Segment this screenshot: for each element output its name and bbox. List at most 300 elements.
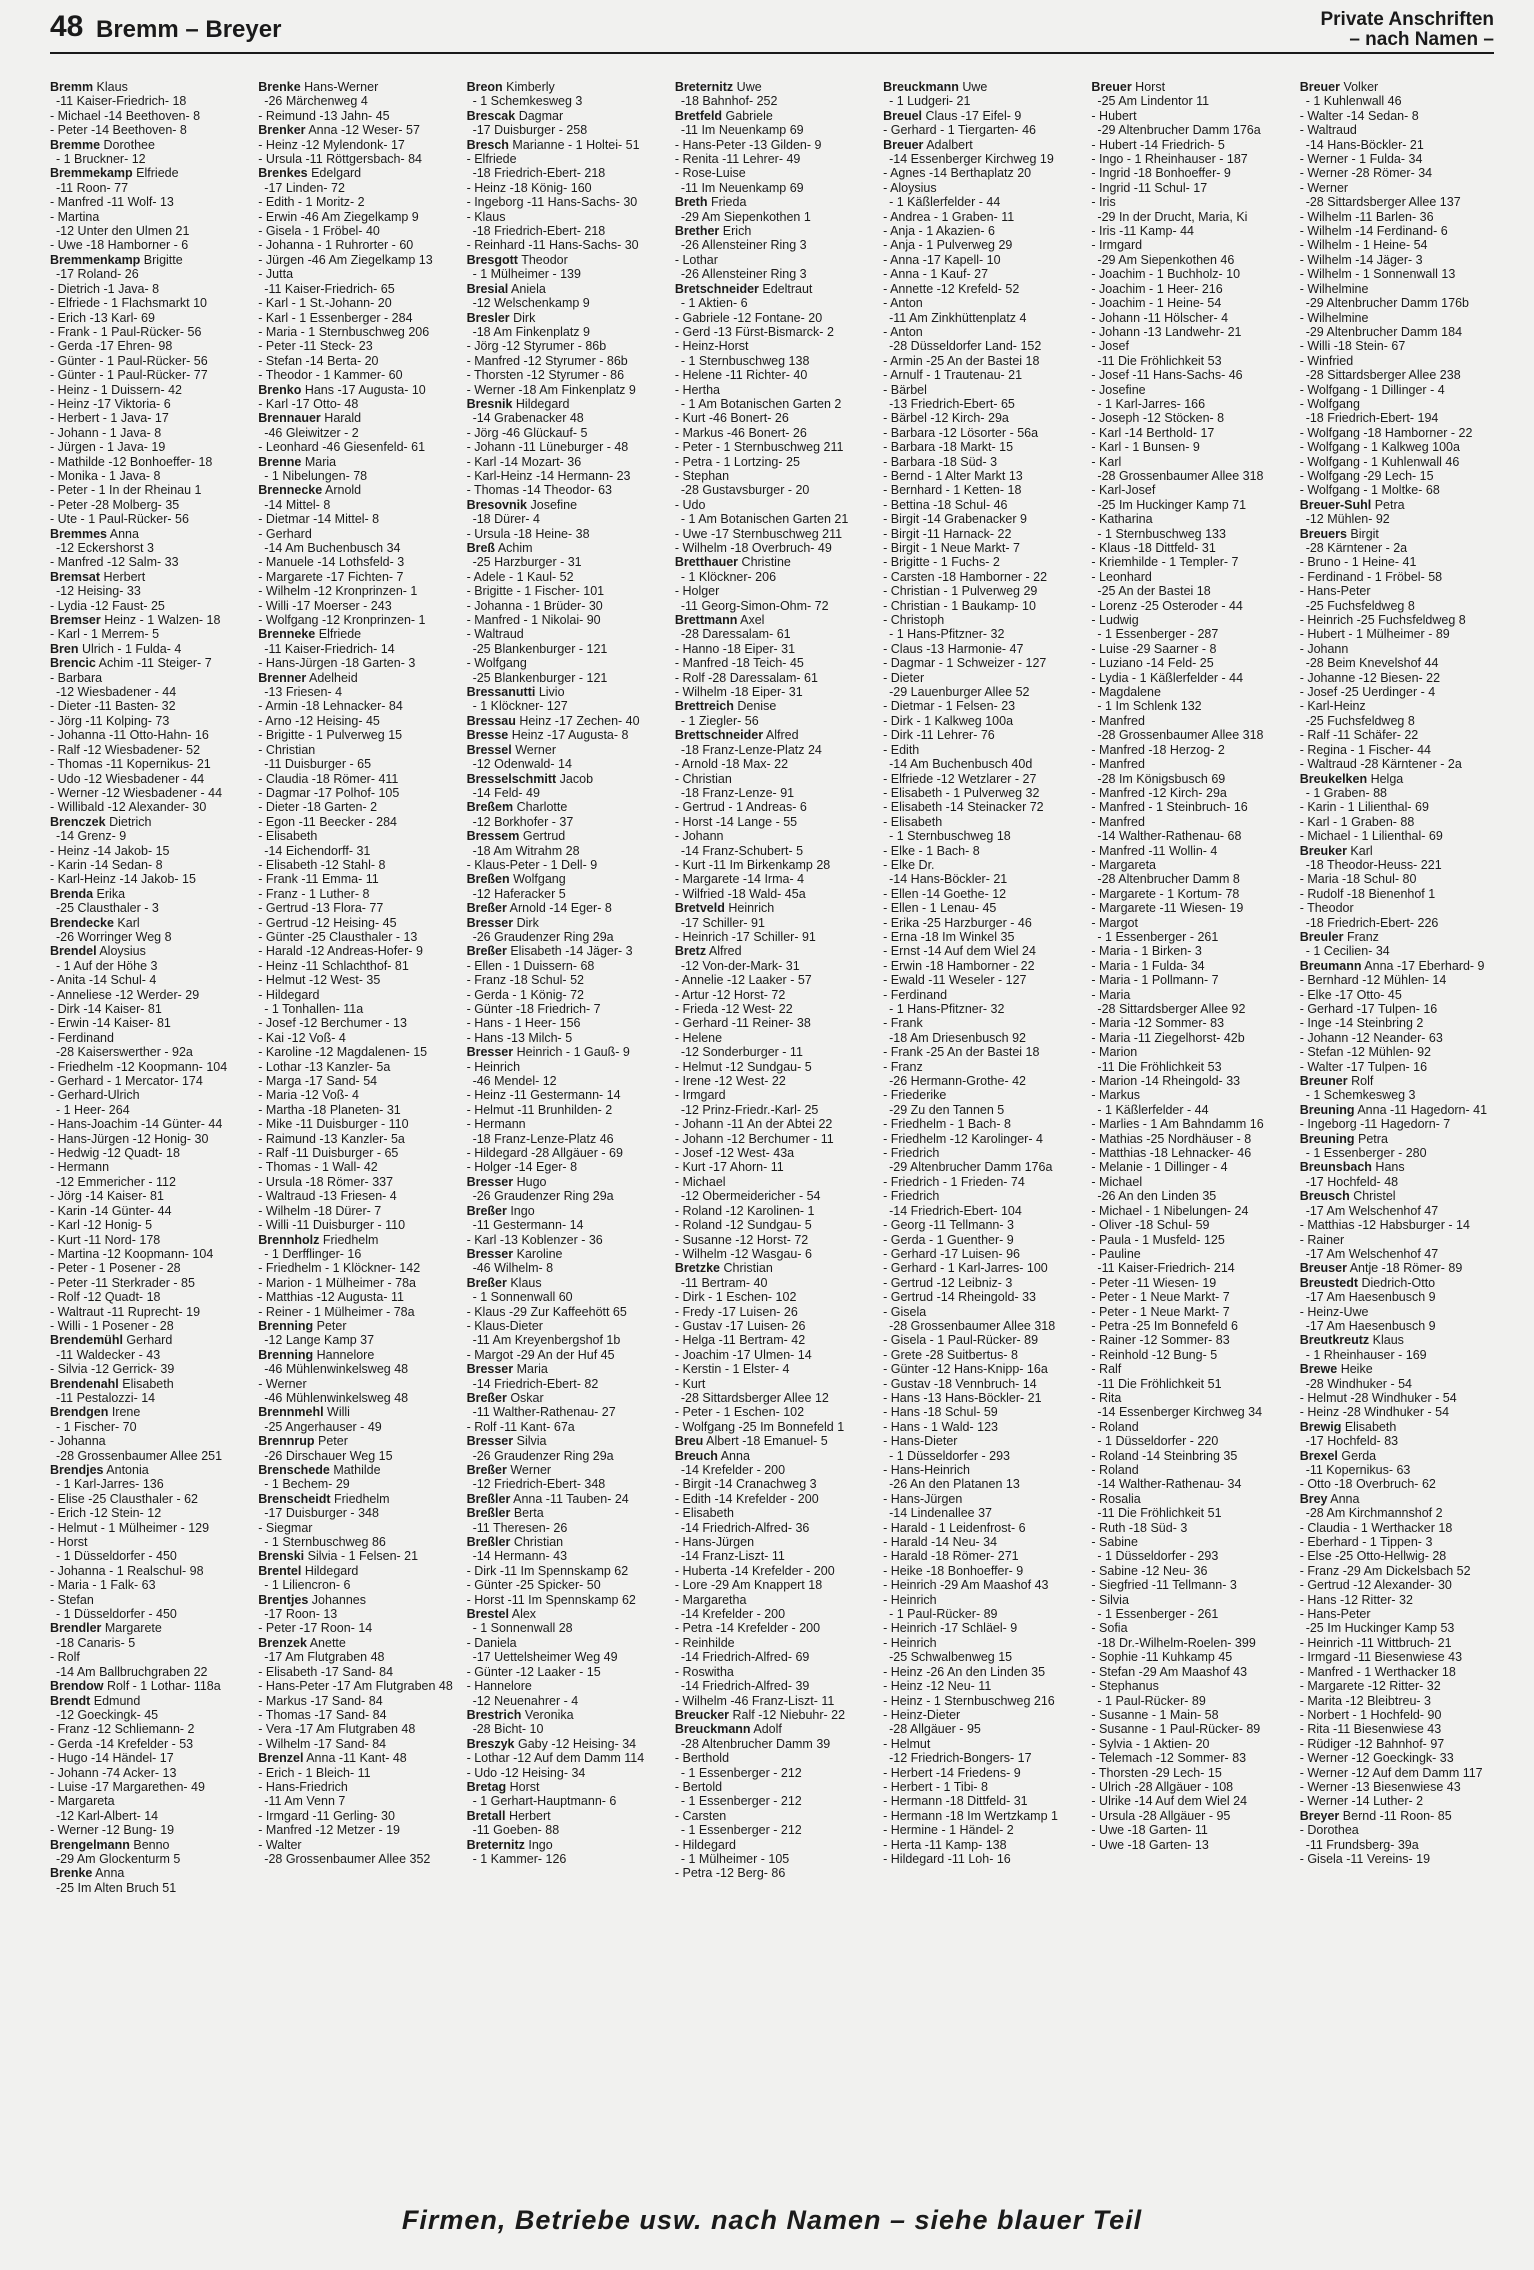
- listing-line: -18 Am Driesenbusch 92: [889, 1030, 1027, 1045]
- listing-line: -28 Sittardsberger Allee 92: [1097, 1002, 1246, 1016]
- surname-entry: Brenke Hans-Werner: [258, 80, 379, 94]
- listing-line: - Bettina -18 Schul- 46: [883, 497, 1008, 512]
- listing-line: - Waltraud -13 Friesen- 4: [258, 1189, 397, 1204]
- listing-line: - Michael - 1 Nibelungen- 24: [1091, 1203, 1249, 1218]
- listing-line: - Irene -12 West- 22: [674, 1074, 786, 1089]
- listing-line: -28 Grossenbaumer Allee 318: [1097, 468, 1264, 483]
- listing-line: - 1 Essenberger - 212: [680, 1823, 802, 1838]
- listing-line: -18 Friedrich-Ebert- 218: [472, 166, 606, 181]
- listing-line: - Günter -12 Hans-Knipp- 16a: [883, 1362, 1048, 1377]
- listing-line: - Friedrich: [883, 1189, 940, 1204]
- surname-entry: Bretschneider Edeltraut: [674, 281, 813, 296]
- listing-line: - Klaus -29 Zur Kaffeehött 65: [466, 1304, 627, 1319]
- listing-line: - Margot: [1091, 915, 1138, 930]
- listing-line: - Rolf -11 Kant- 67a: [466, 1419, 575, 1434]
- listing-line: -26 Allensteiner Ring 3: [680, 238, 807, 253]
- listing-line: - Wilfried -18 Wald- 45a: [674, 886, 806, 901]
- listing-line: - Georg -11 Tellmann- 3: [883, 1218, 1014, 1233]
- listing-line: - Gerhard-Ulrich: [50, 1088, 140, 1103]
- listing-line: - Elisabeth: [258, 829, 318, 844]
- listing-line: - Hanno -18 Eiper- 31: [674, 641, 796, 656]
- listing-line: -18 Friedrich-Ebert- 194: [1305, 411, 1439, 426]
- listing-line: - Rosalia: [1091, 1491, 1141, 1506]
- listing-line: - Monika - 1 Java- 8: [50, 468, 161, 483]
- listing-line: - Willi -11 Duisburger - 110: [258, 1218, 406, 1233]
- surname-entry: Breyer Bernd -11 Roon- 85: [1299, 1808, 1452, 1823]
- listing-line: - Maria -11 Ziegelhorst- 42b: [1091, 1030, 1245, 1045]
- listing-line: - Horst -11 Im Spennskamp 62: [466, 1592, 636, 1607]
- listing-line: - Siegfried -11 Tellmann- 3: [1091, 1578, 1237, 1593]
- listing-line: -11 Kaiser-Friedrich- 18: [56, 94, 187, 109]
- listing-line: - Kurt -46 Bonert- 26: [674, 411, 789, 426]
- listing-line: -17 Hochfeld- 48: [1305, 1174, 1399, 1189]
- listing-line: - Bernd - 1 Alter Markt 13: [883, 468, 1023, 483]
- surname-entry: Bresser Karoline: [466, 1246, 563, 1261]
- listing-line: - Karl-Heinz -14 Hermann- 23: [466, 468, 631, 483]
- listing-line: - Stefan -12 Mühlen- 92: [1299, 1045, 1432, 1060]
- listing-line: - Werner -28 Römer- 34: [1299, 166, 1433, 181]
- listing-line: - Renita -11 Lehrer- 49: [674, 152, 801, 167]
- listing-line: - Holger -14 Eger- 8: [466, 1160, 578, 1175]
- listing-line: - Michael: [1091, 1174, 1143, 1189]
- listing-line: - Aloysius: [883, 180, 937, 195]
- listing-line: -25 Blankenburger - 121: [472, 641, 608, 656]
- surname-entry: Breucker Ralf -12 Niebuhr- 22: [674, 1707, 846, 1722]
- listing-line: - Lothar: [674, 252, 718, 267]
- listing-line: - Elisabeth -12 Stahl- 8: [258, 857, 386, 872]
- listing-line: - Ursula -28 Allgäuer - 95: [1091, 1808, 1231, 1823]
- listing-line: -25 Fuchsfeldweg 8: [1305, 713, 1415, 728]
- listing-line: - Werner -12 Wiesbadener - 44: [50, 785, 223, 800]
- listing-line: - Grete -28 Suitbertus- 8: [883, 1347, 1018, 1362]
- listing-line: - Artur -12 Horst- 72: [674, 987, 786, 1002]
- column-4: [675, 80, 869, 2130]
- listing-line: -12 Friedrich-Bongers- 17: [889, 1751, 1032, 1766]
- listing-line: - Frank: [883, 1016, 923, 1031]
- listing-line: - Franz: [883, 1059, 923, 1074]
- listing-line: -11 Kopernikus- 63: [1305, 1463, 1411, 1477]
- listing-line: - Manfred -11 Wollin- 4: [1091, 843, 1218, 858]
- listing-line: - 1 Schemkesweg 3: [472, 94, 583, 109]
- listing-line: - Gerda - 1 Guenther- 9: [883, 1232, 1014, 1247]
- listing-line: - Gerda - 1 König- 72: [466, 987, 584, 1002]
- listing-line: - Hans - 1 Wald- 123: [883, 1419, 998, 1434]
- listing-line: - Thomas -11 Kopernikus- 21: [50, 757, 211, 772]
- listing-line: - Hans -12 Ritter- 32: [1299, 1592, 1413, 1607]
- listing-line: - 1 Essenberger - 261: [1097, 929, 1219, 944]
- listing-line: -28 Gustavsburger - 20: [680, 483, 810, 498]
- listing-line: - Gertrud -12 Alexander- 30: [1299, 1578, 1452, 1593]
- listing-line: - Iris: [1091, 195, 1116, 210]
- listing-line: - Harald - 1 Leidenfrost- 6: [883, 1520, 1026, 1535]
- footer-note: Firmen, Betriebe usw. nach Namen – siehe blauer Teil: [401, 2205, 1143, 2235]
- listing-line: - Gerhard -17 Luisen- 96: [883, 1246, 1021, 1261]
- listing-line: -26 Allensteiner Ring 3: [680, 267, 807, 282]
- surname-entry: Brencic Achim -11 Steiger- 7: [50, 656, 212, 671]
- listing-line: -14 Friedrich-Alfred- 39: [680, 1679, 810, 1694]
- listing-line: - Manfred -18 Herzog- 2: [1091, 742, 1225, 757]
- listing-line: - Bärbel: [883, 382, 927, 397]
- listing-line: - Heinrich -17 Schläel- 9: [883, 1621, 1018, 1636]
- listing-line: -18 Theodor-Heuss- 221: [1305, 857, 1442, 872]
- listing-line: - Birgit -11 Harnack- 22: [883, 526, 1012, 541]
- listing-line: - Udo -12 Heising- 34: [466, 1765, 586, 1780]
- listing-line: - Hubert - 1 Mülheimer - 89: [1299, 627, 1450, 642]
- listing-line: - 1 Karl-Jarres- 136: [56, 1477, 164, 1492]
- listing-line: -29 Altenbrucher Damm 176a: [889, 1160, 1053, 1175]
- listing-line: - Helmut -12 Sundgau- 5: [674, 1059, 812, 1074]
- listing-line: -46 Mendel- 12: [472, 1074, 557, 1089]
- listing-line: - Heinz -26 An den Linden 35: [883, 1664, 1046, 1679]
- directory-columns: [50, 80, 1494, 2130]
- listing-line: - Peter -14 Beethoven- 8: [50, 123, 187, 138]
- surname-entry: Breuker Karl: [1299, 843, 1373, 858]
- listing-line: - 1 Derfflinger- 16: [264, 1246, 362, 1261]
- listing-line: - Johann: [674, 829, 724, 844]
- listing-line: - Anja - 1 Akazien- 6: [883, 224, 995, 239]
- listing-line: - Maria - 1 Sternbuschweg 206: [258, 324, 430, 339]
- listing-line: - Dieter: [883, 670, 925, 685]
- listing-line: - Adele - 1 Kaul- 52: [466, 569, 574, 584]
- listing-line: - Klaus -18 Dittfeld- 31: [1091, 541, 1216, 555]
- listing-line: -14 Am Buchenbusch 40d: [889, 757, 1033, 772]
- listing-line: - Peter - 1 Eschen- 102: [674, 1405, 805, 1420]
- listing-line: - Erich -13 Karl- 69: [50, 310, 155, 325]
- listing-line: - Willi -17 Moerser - 243: [258, 598, 392, 613]
- listing-line: - Margarete -11 Wiesen- 19: [1091, 901, 1244, 916]
- listing-line: - Walter: [258, 1837, 302, 1852]
- listing-line: - Huberta -14 Krefelder - 200: [674, 1563, 835, 1578]
- listing-line: - Bertold: [674, 1779, 723, 1794]
- surname-entry: Brendow Rolf - 1 Lothar- 118a: [50, 1679, 221, 1694]
- column-3: [467, 80, 661, 2130]
- listing-line: - 1 Kammer- 126: [472, 1851, 567, 1866]
- listing-line: - 1 Bruckner- 12: [56, 152, 146, 167]
- listing-line: - Matthias -12 Habsburger - 14: [1299, 1218, 1470, 1233]
- listing-line: - Franz -29 Am Dickelsbach 52: [1299, 1563, 1471, 1578]
- listing-line: - Johanna - 1 Ruhrorter - 60: [258, 238, 414, 253]
- listing-line: - Gisela - 1 Paul-Rücker- 89: [883, 1333, 1039, 1348]
- surname-entry: Bretall Herbert: [466, 1808, 551, 1823]
- listing-line: - Inge -14 Steinbring 2: [1299, 1016, 1424, 1031]
- surname-entry: Bresgott Theodor: [466, 252, 568, 267]
- listing-line: -28 Altenbrucher Damm 8: [1097, 872, 1240, 887]
- listing-line: - Peter -11 Steck- 23: [258, 339, 373, 354]
- listing-line: - 1 Paul-Rücker- 89: [1097, 1693, 1206, 1708]
- listing-line: - Udo: [674, 497, 706, 512]
- listing-line: - Werner -18 Am Finkenplatz 9: [466, 382, 636, 397]
- listing-line: - Werner: [258, 1376, 307, 1391]
- listing-line: - Gertrud -13 Flora- 77: [258, 901, 384, 916]
- listing-line: - Helmut -28 Windhuker - 54: [1299, 1390, 1457, 1405]
- listing-line: - Elise -25 Clausthaler - 62: [50, 1491, 198, 1506]
- listing-line: - Hugo -14 Händel- 17: [50, 1751, 174, 1766]
- listing-line: - 1 Im Schlenk 132: [1097, 699, 1202, 714]
- listing-line: -14 Hermann- 43: [472, 1549, 568, 1564]
- listing-line: -25 Angerhauser - 49: [264, 1419, 382, 1434]
- listing-line: - Thomas - 1 Wall- 42: [258, 1160, 378, 1175]
- listing-line: - Rolf -28 Daressalam- 61: [674, 670, 818, 685]
- listing-line: - Gerhard -17 Tulpen- 16: [1299, 1002, 1438, 1016]
- listing-line: - Wolfgang: [466, 656, 527, 671]
- listing-line: -14 Feld- 49: [472, 785, 540, 800]
- listing-line: - Günter -12 Laaker - 15: [466, 1664, 601, 1679]
- listing-line: - Hans-Joachim -14 Günter- 44: [50, 1117, 223, 1132]
- listing-line: - Günter -18 Friedrich- 7: [466, 1002, 601, 1016]
- listing-line: - Siegmar: [258, 1520, 313, 1535]
- listing-line: - Luziano -14 Feld- 25: [1091, 656, 1214, 671]
- listing-line: - Gertrud -12 Heising- 45: [258, 915, 397, 930]
- listing-line: - Ingeborg -11 Hagedorn- 7: [1299, 1117, 1451, 1132]
- surname-entry: Brenner Adelheid: [258, 670, 358, 685]
- listing-line: - Luise -17 Margarethen- 49: [50, 1779, 205, 1794]
- listing-line: - Paula - 1 Musfeld- 125: [1091, 1232, 1225, 1247]
- listing-line: - Udo -12 Wiesbadener - 44: [50, 771, 205, 786]
- listing-line: - Rainer: [1299, 1232, 1345, 1247]
- listing-line: - Matthias -18 Lehnacker- 46: [1091, 1146, 1252, 1161]
- listing-line: - Anna - 1 Kauf- 27: [883, 267, 989, 282]
- listing-line: - Sylvia - 1 Aktien- 20: [1091, 1736, 1210, 1751]
- listing-line: - Stefan: [50, 1592, 94, 1607]
- listing-line: - Else -25 Otto-Hellwig- 28: [1299, 1549, 1447, 1564]
- listing-line: - Johanna -11 Otto-Hahn- 16: [50, 728, 209, 743]
- listing-line: - 1 Ziegler- 56: [680, 713, 759, 728]
- listing-line: - Werner -12 Goeckingk- 33: [1299, 1751, 1454, 1766]
- listing-line: - Franz - 1 Luther- 8: [258, 886, 370, 901]
- surname-entry: Brennholz Friedhelm: [258, 1232, 379, 1247]
- listing-line: - Gustav -18 Vennbruch- 14: [883, 1376, 1037, 1391]
- surname-entry: Breßer Elisabeth -14 Jäger- 3: [466, 944, 633, 959]
- surname-entry: Brennauer Harald: [258, 411, 362, 426]
- listing-line: - Theodor - 1 Kammer- 60: [258, 368, 403, 383]
- surname-entry: Brettreich Denise: [674, 699, 777, 714]
- listing-line: - Mathilde -12 Bonhoeffer- 18: [50, 454, 213, 469]
- listing-line: - Gertrud -12 Leibniz- 3: [883, 1275, 1013, 1290]
- listing-line: -29 Am Siepenkothen 46: [1097, 252, 1235, 267]
- listing-line: -46 Mühlenwinkelsweg 48: [264, 1362, 409, 1377]
- listing-line: -28 Düsseldorfer Land- 152: [889, 339, 1042, 354]
- listing-line: - 1 Essenberger - 261: [1097, 1607, 1219, 1622]
- listing-line: - Wolfgang -29 Lech- 15: [1299, 468, 1434, 483]
- listing-line: - Hermann: [50, 1160, 110, 1175]
- listing-line: - Johann -12 Berchumer - 11: [674, 1131, 834, 1146]
- surname-entry: Brenczek Dietrich: [50, 814, 152, 829]
- listing-line: - Wolfgang: [1299, 396, 1360, 411]
- listing-line: - Ulrich -28 Allgäuer - 108: [1091, 1779, 1234, 1794]
- listing-line: - Friedrich - 1 Frieden- 74: [883, 1174, 1025, 1189]
- listing-line: - Hubert -14 Friedrich- 5: [1091, 137, 1225, 152]
- listing-line: - Frank -25 An der Bastei 18: [883, 1045, 1040, 1060]
- listing-line: -28 Altenbrucher Damm 39: [680, 1736, 831, 1751]
- listing-line: - Johanna - 1 Brüder- 30: [466, 598, 603, 613]
- listing-line: - Ulrike -14 Auf dem Wiel 24: [1091, 1794, 1248, 1809]
- listing-line: - Ursula -18 Römer- 337: [258, 1174, 394, 1189]
- listing-line: - Karl - 1 Bunsen- 9: [1091, 440, 1200, 455]
- listing-line: -11 Am Venn 7: [264, 1794, 346, 1809]
- listing-line: - Bernhard - 1 Ketten- 18: [883, 483, 1022, 498]
- listing-line: -28 Kaiserswerther - 92a: [56, 1045, 193, 1060]
- listing-line: -14 Am Buchenbusch 34: [264, 541, 401, 555]
- listing-line: -12 Mühlen- 92: [1305, 512, 1390, 527]
- listing-line: - Margarete -17 Fichten- 7: [258, 569, 404, 584]
- listing-line: - Norbert - 1 Hochfeld- 90: [1299, 1707, 1442, 1722]
- listing-line: - Hildegard -11 Loh- 16: [883, 1851, 1011, 1866]
- listing-line: - Gustav -17 Luisen- 26: [674, 1318, 806, 1333]
- surname-entry: Bremme Dorothee: [50, 137, 155, 152]
- listing-line: - 1 Ludgeri- 21: [889, 94, 971, 109]
- surname-entry: Bressau Heinz -17 Zechen- 40: [466, 713, 640, 728]
- listing-line: -18 Canaris- 5: [56, 1635, 136, 1650]
- listing-line: - Dirk -11 Lehrer- 76: [883, 728, 995, 743]
- listing-line: - Christian: [258, 742, 316, 757]
- listing-line: - Hans -13 Hans-Böckler- 21: [883, 1390, 1042, 1405]
- surname-entry: Brennecke Arnold: [258, 483, 362, 498]
- listing-line: - Erwin -14 Kaiser- 81: [50, 1016, 171, 1031]
- listing-line: - Christian: [674, 771, 732, 786]
- listing-line: - Ingo - 1 Rheinhauser - 187: [1091, 152, 1248, 167]
- listing-line: -12 Unter den Ulmen 21: [56, 224, 190, 239]
- surname-entry: Breuler Franz: [1299, 929, 1379, 944]
- surname-entry: Breusch Christel: [1299, 1189, 1396, 1204]
- listing-line: -12 Emmericher - 112: [56, 1174, 176, 1189]
- listing-line: -11 Pestalozzi- 14: [56, 1390, 156, 1405]
- listing-line: - 1 Sonnenwall 60: [472, 1290, 573, 1305]
- listing-line: - Ralf -11 Schäfer- 22: [1299, 728, 1419, 743]
- surname-entry: Breßler Christian: [466, 1535, 564, 1550]
- listing-line: - Elisabeth - 1 Pulverweg 32: [883, 785, 1040, 800]
- listing-line: - Dietmar - 1 Felsen- 23: [883, 699, 1016, 714]
- listing-line: - Hans-Peter -17 Am Flutgraben 48: [258, 1679, 453, 1694]
- listing-line: - Manfred -12 Metzer - 19: [258, 1823, 400, 1838]
- listing-line: -18 Bahnhof- 252: [680, 94, 778, 109]
- listing-line: - Uwe -18 Garten- 13: [1091, 1837, 1209, 1852]
- listing-line: - Peter -28 Molberg- 35: [50, 497, 180, 512]
- header-rule: [50, 52, 1494, 54]
- listing-line: - Susanne - 1 Paul-Rücker- 89: [1091, 1722, 1261, 1737]
- listing-line: - Hermann -18 Dittfeld- 31: [883, 1794, 1028, 1809]
- listing-line: - Sofia: [1091, 1621, 1128, 1636]
- listing-line: -14 Essenberger Kirchweg 19: [889, 152, 1054, 167]
- surname-entry: Bresial Aniela: [466, 281, 546, 296]
- listing-line: - Wilhelm -14 Jäger- 3: [1299, 252, 1423, 267]
- listing-line: - Karl - 1 Merrem- 5: [50, 627, 160, 642]
- listing-line: - Friederike: [883, 1088, 947, 1103]
- listing-line: - Johann: [1299, 641, 1349, 656]
- listing-line: - Hildegard: [258, 987, 320, 1002]
- listing-line: - Karl - 1 Essenberger - 284: [258, 310, 413, 325]
- listing-line: -14 Hans-Böckler- 21: [889, 872, 1008, 887]
- listing-line: -14 Hans-Böckler- 21: [1305, 137, 1424, 152]
- listing-line: - Karl-Heinz: [1299, 699, 1366, 714]
- listing-line: - Hans-Peter -13 Gilden- 9: [674, 137, 822, 152]
- listing-line: - 1 Mülheimer - 139: [472, 267, 581, 282]
- listing-line: - 1 Liliencron- 6: [264, 1578, 351, 1593]
- listing-line: - Wolfgang - 1 Dillinger - 4: [1299, 382, 1445, 397]
- surname-entry: Breunsbach Hans: [1299, 1160, 1405, 1175]
- surname-entry: Breßer Arnold -14 Eger- 8: [466, 901, 612, 916]
- listing-line: - Wilhelm -11 Barlen- 36: [1299, 209, 1434, 224]
- listing-line: - Heinz -11 Schlachthof- 81: [258, 958, 409, 973]
- listing-line: - Katharina: [1091, 512, 1153, 527]
- listing-line: - Marlies - 1 Am Bahndamm 16: [1091, 1117, 1264, 1132]
- listing-line: - 1 Schemkesweg 3: [1305, 1088, 1416, 1103]
- listing-line: - Dirk -14 Kaiser- 81: [50, 1002, 162, 1016]
- listing-line: - Hannelore: [466, 1679, 532, 1694]
- listing-line: - Maria - 1 Fulda- 34: [1091, 958, 1205, 973]
- listing-line: - Marion: [1091, 1045, 1138, 1060]
- listing-line: - Michael -14 Beethoven- 8: [50, 108, 201, 123]
- listing-line: -18 Franz-Lenze-Platz 24: [680, 742, 822, 757]
- listing-line: - Harald -12 Andreas-Hofer- 9: [258, 944, 423, 959]
- surname-entry: Brentjes Johannes: [258, 1592, 366, 1607]
- listing-line: - Helmut: [883, 1736, 931, 1751]
- listing-line: - Herbert - 1 Java- 17: [50, 411, 169, 426]
- listing-line: -46 Wilhelm- 8: [472, 1261, 554, 1276]
- listing-line: - Heinz -18 König- 160: [466, 180, 592, 195]
- listing-line: - Margareta: [1091, 857, 1157, 872]
- listing-line: - Andrea - 1 Graben- 11: [883, 209, 1015, 224]
- listing-line: - Wilhelm -12 Wasgau- 6: [674, 1246, 812, 1261]
- listing-line: - Margarete -14 Irma- 4: [674, 872, 805, 887]
- listing-line: - Heinrich -25 Fuchsfeldweg 8: [1299, 613, 1466, 628]
- surname-entry: Bretzke Christian: [674, 1261, 773, 1276]
- listing-line: -18 Am Finkenplatz 9: [472, 324, 590, 339]
- surname-entry: Breon Kimberly: [466, 80, 555, 94]
- listing-line: - Wilhelm -17 Sand- 84: [258, 1736, 387, 1751]
- listing-line: - Wilhelm -46 Franz-Liszt- 11: [674, 1693, 835, 1708]
- listing-line: - Josef -25 Uerdinger - 4: [1299, 685, 1436, 700]
- listing-line: - Claudia - 1 Werthacker 18: [1299, 1520, 1453, 1535]
- listing-line: - Melanie - 1 Dillinger - 4: [1091, 1160, 1228, 1175]
- listing-line: - Telemach -12 Sommer- 83: [1091, 1751, 1247, 1766]
- listing-line: - 1 Am Botanischen Garten 21: [680, 512, 849, 527]
- listing-line: - Maria -12 Voß- 4: [258, 1088, 360, 1103]
- listing-line: - 1 Mülheimer - 105: [680, 1851, 790, 1866]
- listing-line: - Günter - 1 Paul-Rücker- 56: [50, 353, 208, 368]
- listing-line: - Anton: [883, 324, 923, 339]
- listing-line: - 1 Gerhart-Hauptmann- 6: [472, 1794, 617, 1809]
- listing-line: - Gisela: [883, 1304, 927, 1319]
- listing-line: - 1 Paul-Rücker- 89: [889, 1607, 998, 1622]
- surname-entry: Bresser Silvia: [466, 1434, 547, 1449]
- listing-line: - Gerhard - 1 Tiergarten- 46: [883, 123, 1036, 138]
- listing-line: - Manfred - 1 Nikolai- 90: [466, 613, 601, 628]
- surname-entry: Brenning Hannelore: [258, 1347, 375, 1362]
- listing-line: - Luise -29 Saarner - 8: [1091, 641, 1217, 656]
- listing-line: - Irmgard -11 Biesenwiese 43: [1299, 1650, 1463, 1665]
- listing-line: - Jörg -12 Styrumer - 86b: [466, 339, 607, 354]
- listing-line: - Susanne - 1 Main- 58: [1091, 1707, 1219, 1722]
- listing-line: -14 Essenberger Kirchweg 34: [1097, 1405, 1263, 1420]
- surname-entry: Brennmehl Willi: [258, 1405, 350, 1420]
- listing-line: -29 Lauenburger Allee 52: [889, 685, 1030, 700]
- listing-line: - Hans-Jürgen -12 Honig- 30: [50, 1131, 209, 1146]
- listing-line: - Stephan: [674, 468, 730, 483]
- surname-entry: Brenker Anna -12 Weser- 57: [258, 123, 420, 138]
- listing-line: - Dirk - 1 Eschen- 102: [674, 1290, 797, 1305]
- listing-line: - Dorothea: [1299, 1823, 1359, 1838]
- listing-line: -12 Von-der-Mark- 31: [680, 958, 800, 973]
- listing-line: - 1 Hans-Pfitzner- 32: [889, 1002, 1005, 1016]
- column-1: [50, 80, 244, 2130]
- listing-line: - 1 Sternbuschweg 18: [889, 829, 1011, 844]
- listing-line: - Manfred - 1 Steinbruch- 16: [1091, 800, 1248, 815]
- listing-line: - Manfred: [1091, 757, 1145, 772]
- listing-line: - Barbara -12 Lösorter - 56a: [883, 425, 1039, 440]
- surname-entry: Bresovnik Josefine: [466, 497, 578, 512]
- listing-line: -18 Friedrich-Ebert- 218: [472, 224, 606, 239]
- listing-line: - Hans-Heinrich: [883, 1463, 970, 1477]
